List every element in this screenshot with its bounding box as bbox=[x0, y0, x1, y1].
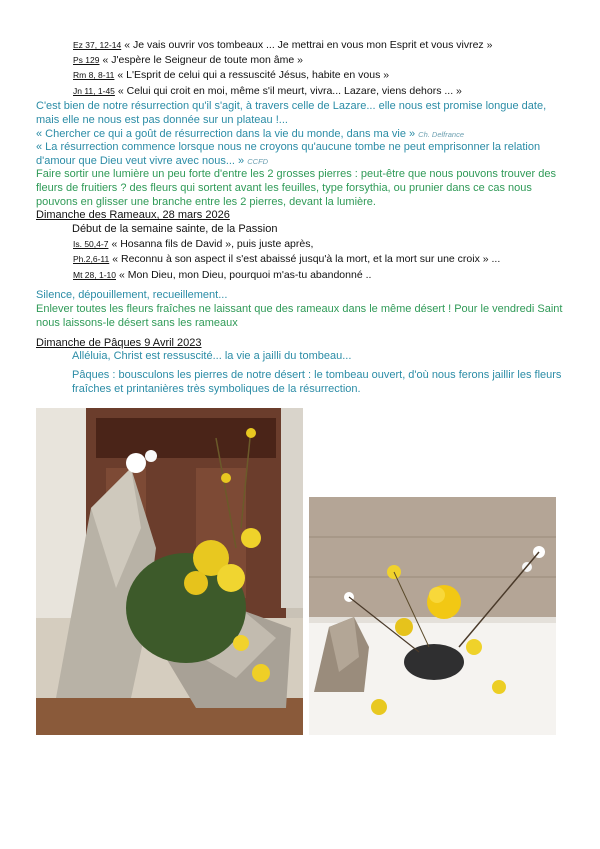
verse-ref: Ez 37, 12-14 bbox=[73, 40, 122, 50]
verse-ref: Jn 11, 1-45 bbox=[73, 86, 115, 96]
verse-text: « Reconnu à son aspect il s'est abaissé jusqu'à la mort, et la mort sur une croix » ... bbox=[112, 253, 501, 265]
verse-ref: Is. 50,4-7 bbox=[73, 239, 109, 249]
verse-text: « J'espère le Seigneur de toute mon âme » bbox=[102, 54, 303, 66]
verse-jn bbox=[73, 84, 462, 98]
quote-credit: Ch. Delfrance bbox=[418, 130, 465, 139]
silence-line: Silence, dépouillement, recueillement... bbox=[36, 289, 228, 301]
paques-paragraph: Pâques : bousculons les pierres de notre désert : le tombeau ouvert, d'où nous ferons jaillir les fleurs fraîches et printanières très symboliques de la résurrection. bbox=[72, 369, 562, 395]
photo-stones-forsythia bbox=[36, 408, 303, 735]
verse-text: « Mon Dieu, mon Dieu, pourquoi m'as-tu abandonné .. bbox=[119, 269, 372, 281]
rameaux-intro: Début de la semaine sainte, de la Passion bbox=[72, 223, 278, 235]
verse-rm bbox=[73, 68, 389, 82]
photo-table-flowers bbox=[309, 497, 556, 735]
verse-text: « Hosanna fils de David », puis juste après, bbox=[111, 238, 314, 250]
verse-text: « Celui qui croit en moi, même s'il meurt, vivra... Lazare, viens dehors ... » bbox=[117, 85, 462, 97]
quote-credit: CCFD bbox=[247, 157, 269, 166]
verse-ref: Rm 8, 8-11 bbox=[73, 70, 115, 80]
paques-heading: Dimanche de Pâques 9 Avril 2023 bbox=[36, 337, 202, 349]
verse-ph bbox=[73, 252, 500, 266]
verse-ps bbox=[73, 53, 303, 67]
verse-text: « Je vais ouvrir vos tombeaux ... Je mettrai en vous mon Esprit et vous vivrez » bbox=[124, 39, 493, 51]
verse-text: « L'Esprit de celui qui a ressuscité Jésus, habite en vous » bbox=[117, 69, 390, 81]
verse-ez bbox=[73, 38, 492, 52]
rameaux-paragraph: Enlever toutes les fleurs fraîches ne laissant que des rameaux dans le même désert ! Pour le vendredi Saint nous laissons-le désert sans les rameaux bbox=[36, 303, 563, 329]
quote-ccfd bbox=[36, 140, 566, 169]
quote-text: « Chercher ce qui a goût de résurrection dans la vie du monde, dans ma vie » bbox=[36, 128, 416, 140]
reflection-paragraph: C'est bien de notre résurrection qu'il s'agit, à travers celle de Lazare... elle nous est promise longue date, mais elle ne nous est pas donnée sur un plateau !... bbox=[36, 100, 547, 126]
verse-mt bbox=[73, 268, 371, 282]
light-paragraph: Faire sortir une lumière un peu forte d'entre les 2 grosses pierres : peut-être que nous pouvons trouver des fleurs de fruitiers ? des fleurs qui sortent avant les feuilles, type forsythia, ou prunier dans ce cas nous pouvons en glisser une branche entre les 2 pierres, devant la lumière. bbox=[36, 168, 556, 208]
verse-ref: Ph.2,6-11 bbox=[73, 254, 110, 264]
paques-intro: Alléluia, Christ est ressuscité... la vie a jailli du tombeau... bbox=[72, 350, 352, 362]
verse-is bbox=[73, 237, 313, 251]
verse-ref: Mt 28, 1-10 bbox=[73, 270, 116, 280]
quote-text: « La résurrection commence lorsque nous ne croyons qu'aucune tombe ne peut emprisonner la relation d'amour que Dieu veut vivre avec nous... » bbox=[36, 141, 541, 167]
rameaux-heading: Dimanche des Rameaux, 28 mars 2026 bbox=[36, 209, 230, 221]
verse-ref: Ps 129 bbox=[73, 55, 100, 65]
